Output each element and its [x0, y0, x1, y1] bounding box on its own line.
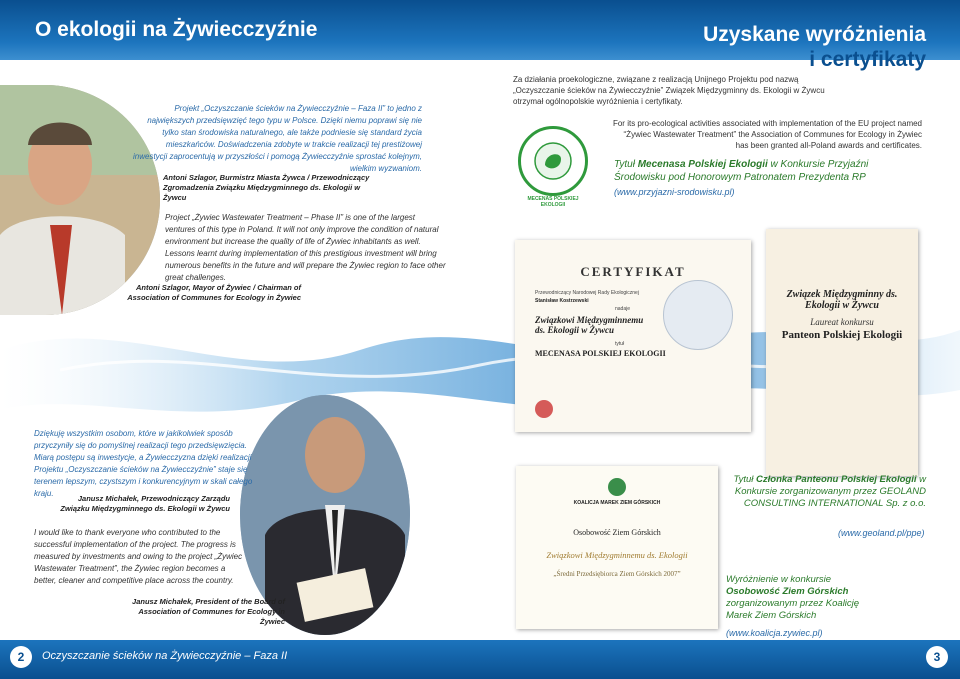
quote-michalek-en: I would like to thank everyone who contributed to the successful implementation of the project. The progress is measured by investments and owing to the project „Żywiec Wastewater Treatment”, the Żywiec region becomes a better, cleaner and competitive place across the country. — [34, 528, 243, 585]
right-page-title-line1: Uzyskane wyróżnienia — [703, 23, 926, 46]
osobowosc-certificate — [516, 466, 718, 629]
certyfikat-document — [515, 240, 751, 432]
cert2-award: Panteon Polskiej Ekologii — [781, 329, 903, 341]
author-michalek-en: Janusz Michałek, President of the Board of Association of Communes for Ecology in Żywiec — [132, 597, 285, 626]
cert1-line2: Stanisław Kostrzewski — [535, 298, 589, 304]
award1-prefix: Tytuł — [614, 159, 638, 170]
intro-en: For its pro-ecological activities associated with implementation of the EU project named “Żywiec Wastewater Treatment” the Association of Communes for Ecology in Żywiec has been granted all-Poland awards and certificates. — [612, 119, 922, 150]
quote-michalek-pl: Dziękuję wszystkim osobom, które w jakikolwiek sposób przyczyniły się do pomyślnej realizacji tego przedsięwzięcia. Miarą postępu są inwestycje, a Żywiecczyzna dzięki realizacji Projektu „Oczyszczanie ścieków na Żywiecczyźnie” staje się terenem lepszym, czystszym i konkurencyjnym w skali całego kraju. — [34, 429, 253, 498]
cert3-title: „Średni Przedsiębiorca Ziem Górskich 2007” — [553, 570, 681, 578]
author-szlagor-pl: Antoni Szlagor, Burmistrz Miasta Żywca / Przewodniczący Zgromadzenia Związku Międzygminnego ds. Ekologii w Żywcu — [163, 173, 370, 202]
cert1-title: CERTYFIKAT — [580, 264, 686, 279]
award2-text — [730, 474, 926, 510]
intro-pl: Za działania proekologiczne, związane z realizacją Unijnego Projektu pod nazwą „Oczyszczanie ścieków na Żywiecczyźnie” Związek Międzygminny ds. Ekologii w Żywcu otrzymał ogólnopolskie wyróżnienia i certyfikaty. — [513, 75, 825, 106]
award2-rest: w Konkursie zorganizowanym przez GEOLAND CONSULTING INTERNATIONAL Sp. z o.o. — [734, 474, 926, 509]
cert1-award: MECENASA POLSKIEJ EKOLOGII — [535, 349, 666, 358]
award2-link[interactable]: (www.geoland.pl/ppe) — [838, 528, 925, 538]
cert2-recipient: Związek Międzygminny ds. Ekologii w Żywcu — [786, 289, 898, 311]
award1-rest: w Konkursie Przyjaźni Środowisku pod Honorowym Patronatem Prezydenta RP — [614, 159, 869, 183]
award2-name: Członka Panteonu Polskiej Ekologii — [756, 474, 917, 485]
cert1-line1: Przewodniczący Narodowej Rady Ekologicznej — [535, 290, 639, 296]
stamp-text: MECENAS POLSKIEJ EKOLOGII — [527, 196, 579, 208]
panteon-certificate — [766, 229, 918, 476]
author-szlagor-en: Antoni Szlagor, Mayor of Żywiec / Chairman of Association of Communes for Ecology in Żywiec — [127, 283, 301, 302]
cert1-seal-icon — [535, 400, 553, 418]
award1-link[interactable]: (www.przyjazni-srodowisku.pl) — [614, 187, 735, 197]
mecenas-stamp — [518, 126, 588, 196]
cert3-org: KOALICJA MAREK ZIEM GÓRSKICH — [573, 500, 661, 506]
award3-rest: zorganizowanym przez Koalicję Marek Ziem Górskich — [726, 598, 860, 621]
left-page-title: O ekologii na Żywiecczyźnie — [35, 18, 318, 41]
cert1-emblem-icon — [663, 280, 733, 350]
award3-name: Osobowość Ziem Górskich — [726, 586, 849, 597]
award1-text — [614, 158, 914, 184]
award3-text — [726, 574, 866, 622]
award3-prefix: Wyróżnienie w konkursie — [726, 574, 832, 585]
cert3-recipient: Związkowi Międzygminnemu ds. Ekologii — [546, 550, 688, 560]
cert3-logo-icon — [608, 478, 626, 496]
cert1-line4: tytuł — [615, 341, 625, 347]
footer-title: Oczyszczanie ścieków na Żywiecczyźnie – Faza II — [42, 650, 288, 662]
author-michalek-pl: Janusz Michałek, Przewodniczący Zarządu Związku Międzygminnego ds. Ekologii w Żywcu — [60, 494, 230, 513]
award1-name: Mecenasa Polskiej Ekologii — [637, 159, 768, 170]
quote-szlagor-en: Project „Żywiec Wastewater Treatment – Phase II” is one of the largest ventures of this type in Poland. It will not only improve the condition of natural environment but increase the quality of life of Żywiec inhabitants as well. Lessons learnt during implementation of this prestigious investment will bring numerous benefits in the future and will prepare the Żywiec region to face other great challenges. — [165, 213, 446, 282]
page-number-left: 2 — [10, 646, 32, 668]
cert1-recipient: Związkowi Międzygminnemu ds. Ekologii w Żywcu — [535, 315, 644, 335]
page-number-right: 3 — [926, 646, 948, 668]
cert3-award: Osobowość Ziem Górskich — [573, 528, 661, 537]
award2-prefix: Tytuł — [733, 474, 757, 485]
cert2-laureate: Laureat konkursu — [810, 317, 874, 327]
quote-szlagor-pl: Projekt „Oczyszczanie ścieków na Żywiecczyźnie – Faza II” to jedno z największych przedsięwzięć tego typu w Polsce. Dzięki niemu poprawi się nie tylko stan środowiska naturalnego, ale także podniesie się standard życia mieszkańców. Doświadczenia zdobyte w trakcie realizacji tej prestiżowej inwestycji zaprocentują w przyszłości i pomogą Żywiecczyźnie sprostać kolejnym, wielkim wyzwaniom. — [133, 104, 422, 173]
cert1-line3: nadaje — [615, 306, 631, 312]
right-page-title-line2: i certyfikaty — [809, 48, 926, 71]
award3-link[interactable]: (www.koalicja.zywiec.pl) — [726, 628, 823, 638]
